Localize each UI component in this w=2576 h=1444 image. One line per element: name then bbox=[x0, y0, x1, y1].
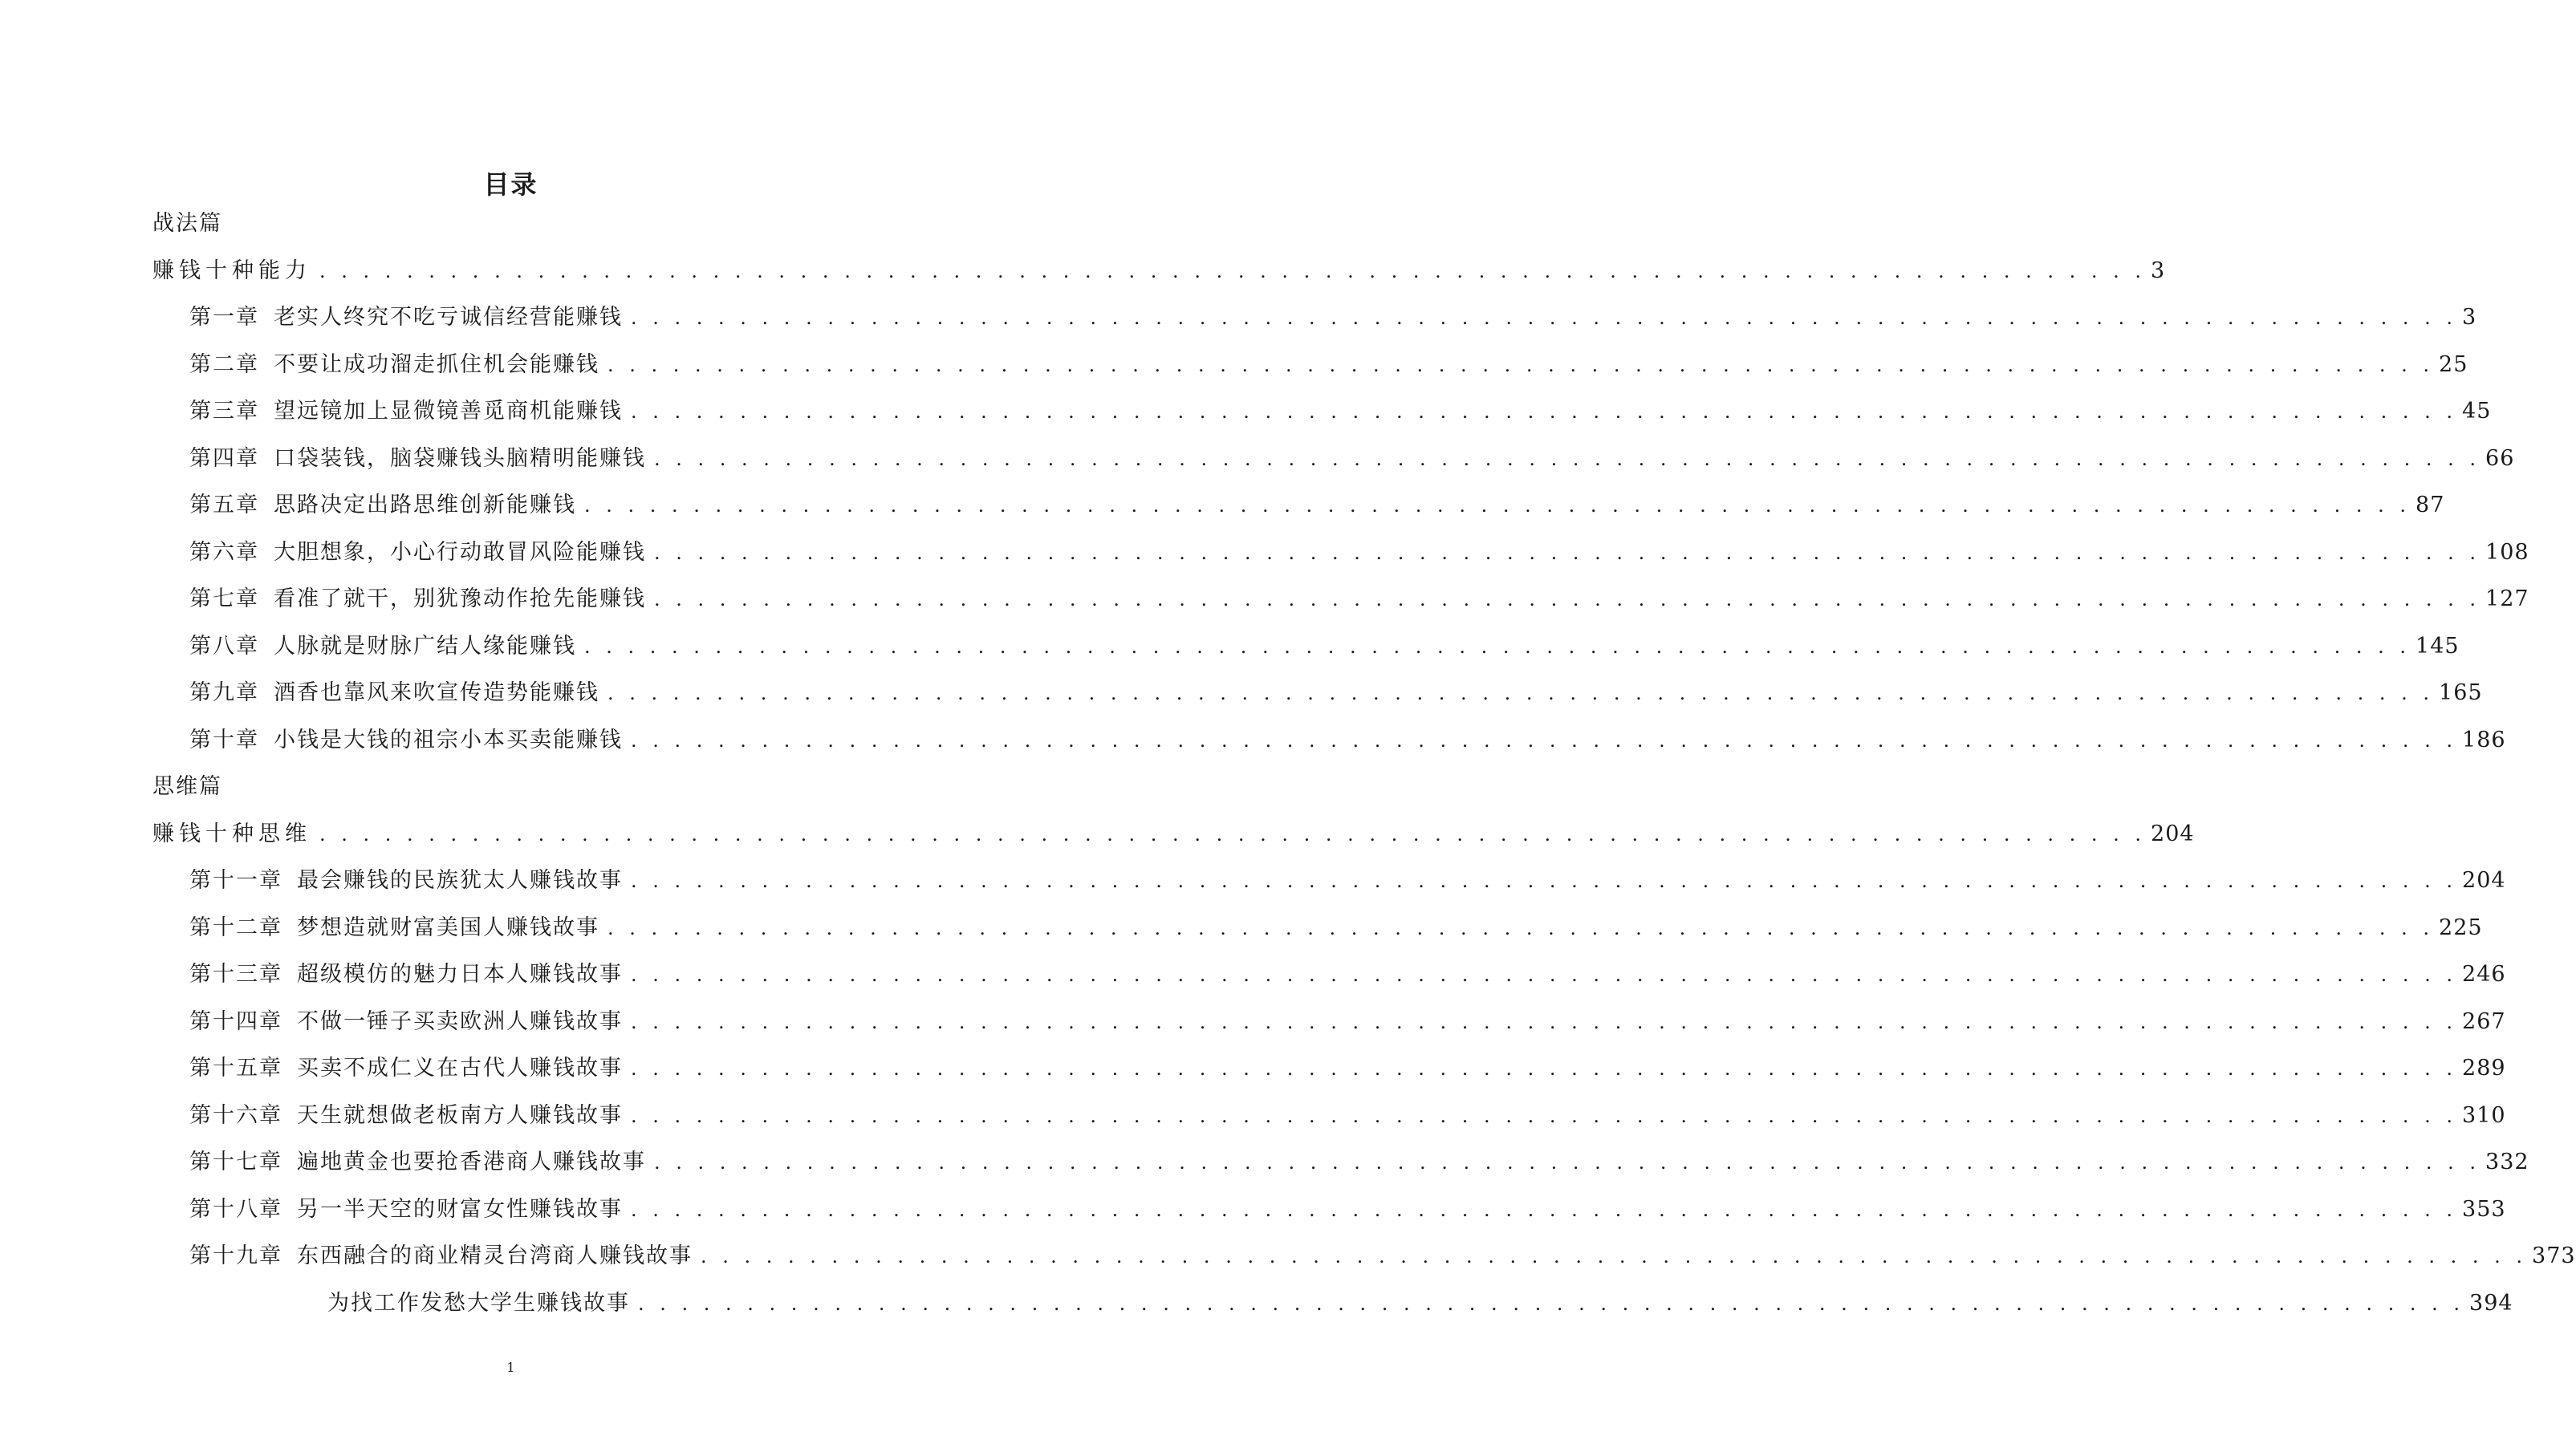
entry-title: 看准了就干，别犹豫动作抢先能赚钱 bbox=[274, 586, 646, 611]
chapter-number: 第十九章 bbox=[189, 1243, 282, 1268]
entry-title: 老实人终究不吃亏诚信经营能赚钱 bbox=[274, 305, 623, 330]
dot-leader: . . . . . . . . . . . . . . . . . . . . . . . . . . . . . . . . . . . . . . . . . . . . . . . . . . . . . . . . . . . . . . . . . . . . . . . . . . . . . . . . . . . . bbox=[631, 1198, 2458, 1221]
chapter-number: 第九章 bbox=[189, 680, 259, 705]
entry-title: 小钱是大钱的祖宗小本买卖能赚钱 bbox=[274, 727, 623, 752]
toc-chapter-entry bbox=[152, 951, 2506, 999]
chapter-number: 第十七章 bbox=[189, 1150, 282, 1174]
toc-chapter-entry bbox=[152, 1233, 2576, 1280]
toc-title: 目录 bbox=[483, 169, 538, 200]
entry-page-number: 186 bbox=[2462, 727, 2506, 752]
entry-title: 不要让成功溜走抓住机会能赚钱 bbox=[274, 351, 599, 377]
toc-chapter-entry bbox=[152, 858, 2506, 905]
dot-leader: . . . . . . . . . . . . . . . . . . . . . . . . . . . . . . . . . . . . . . . . . . . . . . . . . . . . . . . . . . . . . . . . . . . . . . . . . . . . . . . . . . . . bbox=[631, 1010, 2458, 1033]
entry-page-number: 373 bbox=[2532, 1243, 2576, 1268]
chapter-number: 第十一章 bbox=[189, 868, 282, 893]
entry-page-number: 289 bbox=[2462, 1056, 2506, 1081]
entry-page-number: 45 bbox=[2462, 399, 2492, 424]
entry-page-number: 127 bbox=[2485, 586, 2529, 611]
toc-chapter-entry bbox=[152, 1186, 2506, 1234]
entry-page-number: 165 bbox=[2439, 680, 2483, 705]
toc-chapter-entry bbox=[152, 482, 2445, 529]
entry-page-number: 108 bbox=[2485, 539, 2529, 565]
dot-leader: . . . . . . . . . . . . . . . . . . . . . . . . . . . . . . . . . . . . . . . . . . . . . . . . . . . . . . . . . . . . . . . . . . . . . . . . . . . . . . . . . . . . bbox=[631, 728, 2458, 752]
chapter-number: 第二章 bbox=[189, 351, 259, 377]
dot-leader: . . . . . . . . . . . . . . . . . . . . . . . . . . . . . . . . . . . . . . . . . . . . . . . . . . . . . . . . . . . . . . . . . . . . . . . . . . . . . . . . . . . . bbox=[631, 870, 2458, 892]
entry-title: 酒香也靠风来吹宣传造势能赚钱 bbox=[274, 680, 599, 705]
dot-leader: . . . . . . . . . . . . . . . . . . . . . . . . . . . . . . . . . . . . . . . . . . . . . . . . . . . . . . . . . . . . . . . . . . . . . . . . . . . . . . . . . . . . bbox=[631, 963, 2458, 986]
entry-page-number: 267 bbox=[2462, 1008, 2506, 1034]
entry-page-number: 3 bbox=[2462, 305, 2477, 330]
entry-title: 梦想造就财富美国人赚钱故事 bbox=[297, 915, 599, 940]
dot-leader: . . . . . . . . . . . . . . . . . . . . . . . . . . . . . . . . . . . . . . . . . . . . . . . . . . . . . . . . . . . . . . . . . . . . . . . . . . . . . . . . . . . . bbox=[319, 259, 2147, 282]
chapter-number: 第四章 bbox=[189, 445, 259, 471]
entry-title: 不做一锤子买卖欧洲人赚钱故事 bbox=[297, 1008, 623, 1034]
entry-page-number: 25 bbox=[2439, 351, 2468, 377]
entry-page-number: 225 bbox=[2439, 915, 2483, 940]
toc-chapter-entry bbox=[152, 388, 2492, 436]
toc-chapter-entry bbox=[152, 1280, 2513, 1328]
chapter-number: 第一章 bbox=[189, 305, 259, 330]
dot-leader: . . . . . . . . . . . . . . . . . . . . . . . . . . . . . . . . . . . . . . . . . . . . . . . . . . . . . . . . . . . . . . . . . . . . . . . . . . . . . . . . . . . . bbox=[607, 682, 2435, 704]
dot-leader: . . . . . . . . . . . . . . . . . . . . . . . . . . . . . . . . . . . . . . . . . . . . . . . . . . . . . . . . . . . . . . . . . . . . . . . . . . . . . . . . . . . . bbox=[607, 916, 2435, 939]
chapter-number: 第十五章 bbox=[189, 1056, 282, 1081]
dot-leader: . . . . . . . . . . . . . . . . . . . . . . . . . . . . . . . . . . . . . . . . . . . . . . . . . . . . . . . . . . . . . . . . . . . . . . . . . . . . . . . . . . . . bbox=[319, 822, 2147, 846]
dot-leader: . . . . . . . . . . . . . . . . . . . . . . . . . . . . . . . . . . . . . . . . . . . . . . . . . . . . . . . . . . . . . . . . . . . . . . . . . . . . . . . . . . . . bbox=[607, 353, 2435, 376]
toc-chapter-entry bbox=[152, 1045, 2506, 1093]
dot-leader: . . . . . . . . . . . . . . . . . . . . . . . . . . . . . . . . . . . . . . . . . . . . . . . . . . . . . . . . . . . . . . . . . . . . . . . . . . . . . . . . . . . . bbox=[584, 635, 2411, 658]
toc-chapter-entry bbox=[152, 670, 2483, 717]
entry-page-number: 145 bbox=[2416, 633, 2460, 659]
part-title: 思维篇 bbox=[152, 774, 222, 799]
toc-chapter-entry bbox=[152, 1139, 2529, 1186]
entry-page-number: 332 bbox=[2485, 1150, 2529, 1174]
chapter-number: 第八章 bbox=[189, 633, 259, 659]
entry-page-number: 3 bbox=[2151, 258, 2166, 283]
toc-part-heading bbox=[152, 201, 907, 248]
chapter-number: 第十二章 bbox=[189, 915, 282, 940]
entry-title: 望远镜加上显微镜善觅商机能赚钱 bbox=[274, 399, 623, 424]
dot-leader: . . . . . . . . . . . . . . . . . . . . . . . . . . . . . . . . . . . . . . . . . . . . . . . . . . . . . . . . . . . . . . . . . . . . . . . . . . . . . . . . . . . . bbox=[701, 1245, 2528, 1268]
toc-chapter-entry bbox=[152, 342, 2468, 389]
entry-page-number: 204 bbox=[2151, 821, 2195, 846]
entry-title: 超级模仿的魅力日本人赚钱故事 bbox=[297, 962, 623, 987]
chapter-number: 第五章 bbox=[189, 493, 259, 517]
dot-leader: . . . . . . . . . . . . . . . . . . . . . . . . . . . . . . . . . . . . . . . . . . . . . . . . . . . . . . . . . . . . . . . . . . . . . . . . . . . . . . . . . . . . bbox=[631, 1104, 2458, 1127]
entry-page-number: 66 bbox=[2485, 445, 2515, 471]
dot-leader: . . . . . . . . . . . . . . . . . . . . . . . . . . . . . . . . . . . . . . . . . . . . . . . . . . . . . . . . . . . . . . . . . . . . . . . . . . . . . . . . . . . . bbox=[654, 447, 2481, 470]
entry-title: 人脉就是财脉广结人缘能赚钱 bbox=[274, 633, 576, 659]
chapter-number: 第十章 bbox=[189, 727, 259, 752]
toc-part-heading bbox=[152, 764, 907, 811]
dot-leader: . . . . . . . . . . . . . . . . . . . . . . . . . . . . . . . . . . . . . . . . . . . . . . . . . . . . . . . . . . . . . . . . . . . . . . . . . . . . . . . . . . . . bbox=[584, 494, 2411, 517]
toc-chapter-entry bbox=[152, 1093, 2506, 1140]
chapter-number: 第十六章 bbox=[189, 1102, 282, 1128]
chapter-number: 第十三章 bbox=[189, 962, 282, 987]
entry-title: 赚钱十种能力 bbox=[152, 258, 311, 283]
table-of-contents bbox=[152, 201, 2576, 1327]
entry-title: 为找工作发愁大学生赚钱故事 bbox=[327, 1290, 630, 1316]
page-number: 1 bbox=[506, 1360, 515, 1375]
toc-section-entry bbox=[152, 811, 2195, 858]
entry-title: 东西融合的商业精灵台湾商人赚钱故事 bbox=[297, 1243, 693, 1268]
toc-chapter-entry bbox=[152, 717, 2506, 765]
toc-chapter-entry bbox=[152, 623, 2460, 671]
entry-page-number: 87 bbox=[2416, 493, 2445, 517]
entry-title: 口袋装钱，脑袋赚钱头脑精明能赚钱 bbox=[274, 445, 646, 471]
entry-title: 另一半天空的财富女性赚钱故事 bbox=[297, 1196, 623, 1222]
dot-leader: . . . . . . . . . . . . . . . . . . . . . . . . . . . . . . . . . . . . . . . . . . . . . . . . . . . . . . . . . . . . . . . . . . . . . . . . . . . . . . . . . . . . bbox=[654, 541, 2481, 564]
toc-section-entry bbox=[152, 248, 2166, 295]
toc-chapter-entry bbox=[152, 576, 2529, 623]
entry-title: 买卖不成仁义在古代人赚钱故事 bbox=[297, 1056, 623, 1081]
dot-leader: . . . . . . . . . . . . . . . . . . . . . . . . . . . . . . . . . . . . . . . . . . . . . . . . . . . . . . . . . . . . . . . . . . . . . . . . . . . . . . . . . . . . bbox=[654, 1151, 2481, 1174]
entry-page-number: 353 bbox=[2462, 1196, 2506, 1222]
entry-page-number: 394 bbox=[2469, 1290, 2513, 1316]
toc-chapter-entry bbox=[152, 436, 2515, 483]
entry-page-number: 246 bbox=[2462, 962, 2506, 987]
entry-title: 思路决定出路思维创新能赚钱 bbox=[274, 493, 576, 517]
chapter-number: 第七章 bbox=[189, 586, 259, 611]
entry-page-number: 204 bbox=[2462, 868, 2506, 893]
toc-chapter-entry bbox=[152, 905, 2483, 952]
dot-leader: . . . . . . . . . . . . . . . . . . . . . . . . . . . . . . . . . . . . . . . . . . . . . . . . . . . . . . . . . . . . . . . . . . . . . . . . . . . . . . . . . . . . bbox=[631, 306, 2458, 329]
dot-leader: . . . . . . . . . . . . . . . . . . . . . . . . . . . . . . . . . . . . . . . . . . . . . . . . . . . . . . . . . . . . . . . . . . . . . . . . . . . . . . . . . . . . bbox=[638, 1292, 2465, 1315]
entry-title: 大胆想象，小心行动敢冒风险能赚钱 bbox=[274, 539, 646, 565]
part-title: 战法篇 bbox=[152, 211, 222, 236]
entry-title: 赚钱十种思维 bbox=[152, 821, 311, 846]
dot-leader: . . . . . . . . . . . . . . . . . . . . . . . . . . . . . . . . . . . . . . . . . . . . . . . . . . . . . . . . . . . . . . . . . . . . . . . . . . . . . . . . . . . . bbox=[631, 1057, 2458, 1080]
entry-title: 遍地黄金也要抢香港商人赚钱故事 bbox=[297, 1150, 646, 1174]
toc-chapter-entry bbox=[152, 529, 2529, 577]
entry-page-number: 310 bbox=[2462, 1102, 2506, 1128]
dot-leader: . . . . . . . . . . . . . . . . . . . . . . . . . . . . . . . . . . . . . . . . . . . . . . . . . . . . . . . . . . . . . . . . . . . . . . . . . . . . . . . . . . . . bbox=[654, 588, 2481, 610]
chapter-number: 第三章 bbox=[189, 399, 259, 424]
chapter-number: 第十八章 bbox=[189, 1196, 282, 1222]
toc-chapter-entry bbox=[152, 999, 2506, 1046]
entry-title: 天生就想做老板南方人赚钱故事 bbox=[297, 1102, 623, 1128]
chapter-number: 第六章 bbox=[189, 539, 259, 565]
entry-title: 最会赚钱的民族犹太人赚钱故事 bbox=[297, 868, 623, 893]
dot-leader: . . . . . . . . . . . . . . . . . . . . . . . . . . . . . . . . . . . . . . . . . . . . . . . . . . . . . . . . . . . . . . . . . . . . . . . . . . . . . . . . . . . . bbox=[631, 400, 2458, 423]
chapter-number: 第十四章 bbox=[189, 1008, 282, 1034]
toc-chapter-entry bbox=[152, 294, 2477, 342]
